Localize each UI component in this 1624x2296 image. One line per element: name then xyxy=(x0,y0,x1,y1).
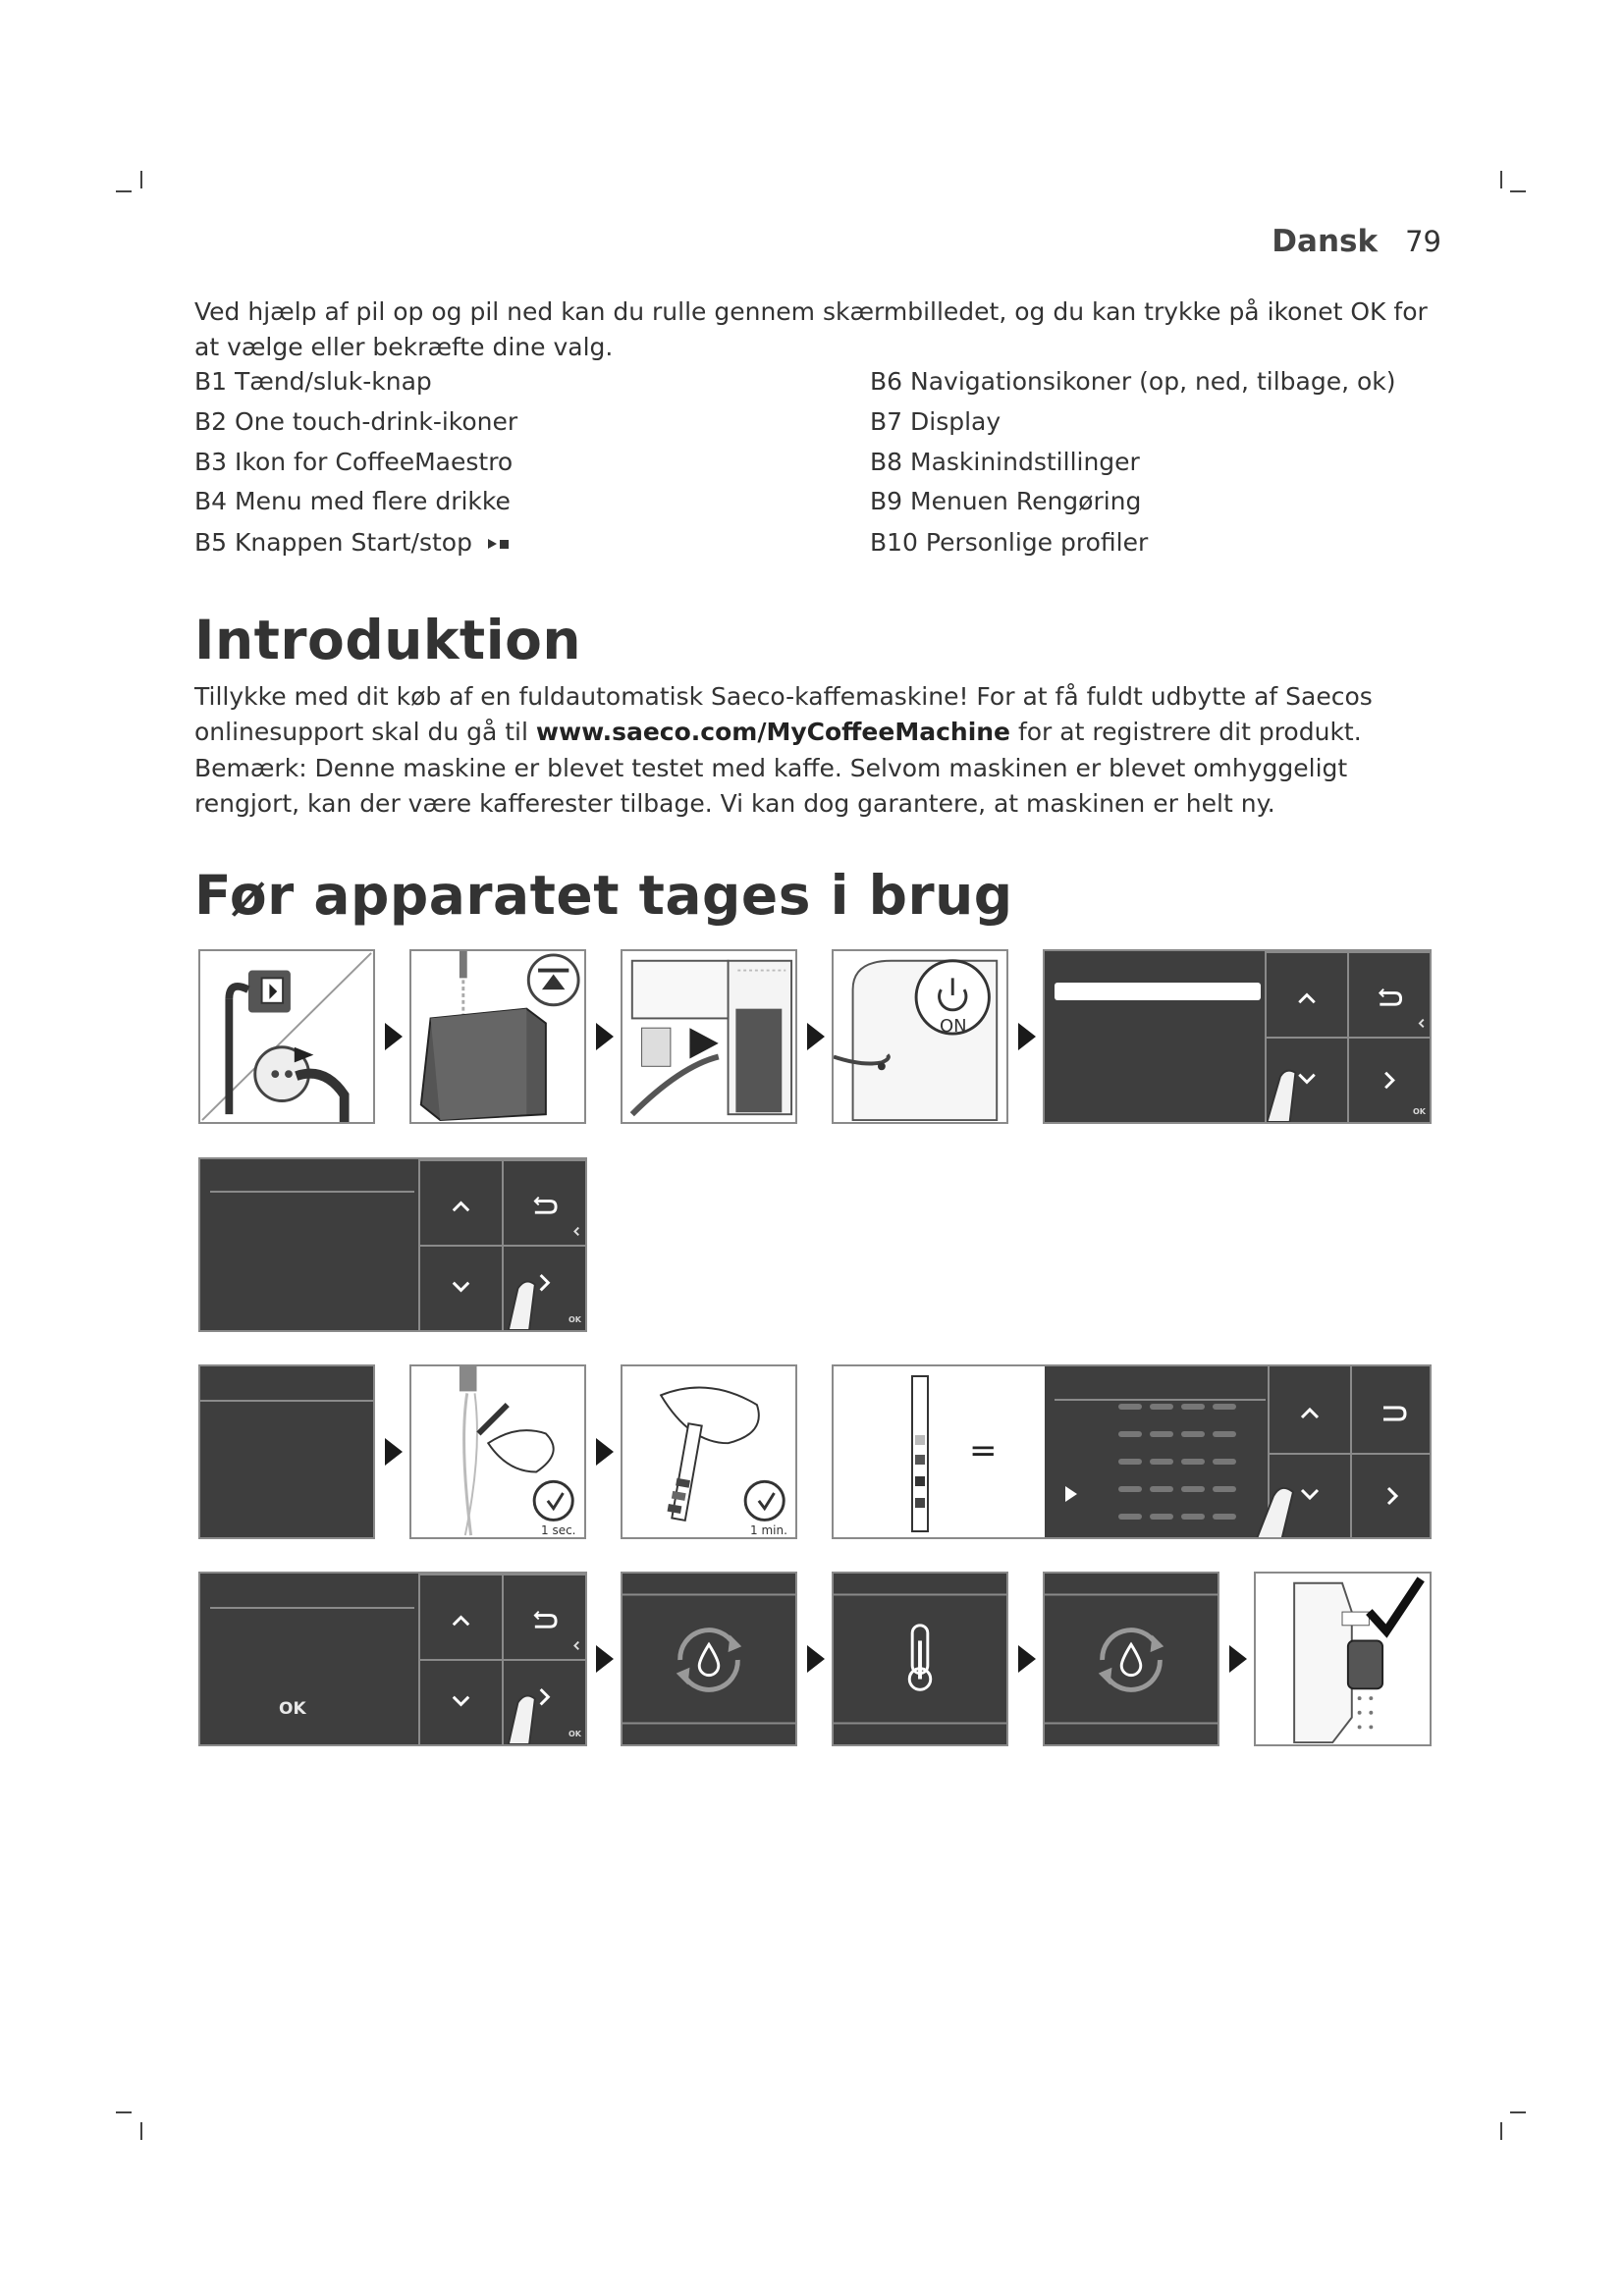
thermometer-icon xyxy=(834,1574,1006,1744)
start-stop-icon xyxy=(486,536,514,552)
ok-label[interactable]: OK xyxy=(279,1699,306,1719)
crop-mark xyxy=(140,2122,142,2140)
power-plug-icon xyxy=(200,951,373,1122)
navigation-instructions: Ved hjælp af pil op og pil ned kan du rulle gennem skærmbilledet, og du kan trykke på ikonet OK for at vælge eller bekræfte dine valg. xyxy=(194,297,1428,361)
checkmark-icon xyxy=(1256,1574,1430,1744)
section-heading-before-use: Før apparatet tages i brug xyxy=(194,864,1013,927)
down-arrow-icon[interactable] xyxy=(418,1659,502,1744)
tiny-ok-label: OK xyxy=(568,1730,581,1738)
navigation-grid xyxy=(418,1159,585,1330)
menu-divider xyxy=(210,1191,414,1193)
step-arrow xyxy=(385,1438,403,1466)
note-paragraph: Bemærk: Denne maskine er blevet testet med kaffe. Selvom maskinen er blevet omhyggeligt rengjort, kan der være kafferester tilbage. Vi kan dog garantere, at maskinen er helt ny. xyxy=(194,754,1348,818)
rinse-complete-illustration xyxy=(1254,1572,1432,1746)
section-heading-introduction: Introduktion xyxy=(194,609,582,671)
website-link[interactable]: www.saeco.com/MyCoffeeMachine xyxy=(535,718,1011,746)
on-label: ON xyxy=(940,1016,967,1037)
up-arrow-icon[interactable] xyxy=(1265,951,1347,1037)
legend-item: B6 Navigationsikoner (op, ned, tilbage, ok) xyxy=(870,367,1396,396)
component-legend xyxy=(194,364,1441,570)
back-icon[interactable] xyxy=(502,1574,585,1659)
hardness-setting-illustration xyxy=(832,1364,1432,1539)
highlighted-menu-bar xyxy=(1055,983,1261,1000)
rinse-screen xyxy=(621,1572,797,1746)
machine-tank-icon xyxy=(623,951,795,1122)
crop-mark xyxy=(1510,2111,1526,2113)
legend-item: B9 Menuen Rengøring xyxy=(870,487,1142,515)
crop-mark xyxy=(1500,2122,1502,2140)
step-arrow xyxy=(596,1438,614,1466)
language-label: Dansk xyxy=(1272,224,1379,259)
crop-mark xyxy=(116,190,132,192)
hardness-strip-icon xyxy=(834,1366,1432,1539)
step-arrow xyxy=(807,1023,825,1050)
legend-item: B1 Tænd/sluk-knap xyxy=(194,367,432,396)
step-arrow xyxy=(807,1645,825,1673)
water-tank-illustration xyxy=(409,949,586,1124)
legend-item: B10 Personlige profiler xyxy=(870,528,1149,557)
legend-item: B4 Menu med flere drikke xyxy=(194,487,511,515)
heating-screen xyxy=(832,1572,1008,1746)
water-tank-icon xyxy=(411,951,584,1122)
power-button-icon xyxy=(834,951,1006,1122)
insert-tank-illustration xyxy=(621,949,797,1124)
navigation-grid xyxy=(418,1574,585,1744)
legend-item-label: B5 Knappen Start/stop xyxy=(194,528,472,557)
step-arrow xyxy=(1229,1645,1247,1673)
legend-item: B3 Ikon for CoffeeMaestro xyxy=(194,448,514,476)
ok-forward-icon[interactable] xyxy=(502,1245,585,1330)
crop-mark xyxy=(116,2111,132,2113)
introduction-paragraph xyxy=(194,679,1441,750)
legend-item: B2 One touch-drink-ikoner xyxy=(194,407,518,436)
crop-mark xyxy=(1500,171,1502,188)
rinse-screen xyxy=(1043,1572,1219,1746)
equals-sign: = xyxy=(969,1431,998,1470)
confirm-display-panel xyxy=(198,1572,587,1746)
legend-item xyxy=(194,525,514,561)
down-arrow-icon[interactable] xyxy=(418,1245,502,1330)
tiny-ok-label: OK xyxy=(568,1315,581,1324)
step-arrow xyxy=(596,1645,614,1673)
step-arrow xyxy=(596,1023,614,1050)
intro-text: for at registrere dit produkt. xyxy=(1010,718,1362,746)
tiny-ok-label: OK xyxy=(1413,1107,1426,1116)
wait-strip-illustration xyxy=(621,1364,797,1539)
menu-divider xyxy=(200,1400,373,1402)
step-arrow xyxy=(385,1023,403,1050)
timer-label: 1 sec. xyxy=(541,1523,576,1537)
timer-label: 1 min. xyxy=(750,1523,787,1537)
display-panel xyxy=(198,1157,587,1332)
test-strip-icon xyxy=(623,1366,795,1537)
plug-in-illustration xyxy=(198,949,375,1124)
step-arrow xyxy=(1018,1645,1036,1673)
legend-item: B8 Maskinindstillinger xyxy=(870,448,1140,476)
crop-mark xyxy=(1510,190,1526,192)
page-number: 79 xyxy=(1405,225,1441,258)
rinse-cycle-icon xyxy=(1045,1574,1218,1744)
legend-item: B7 Display xyxy=(870,407,1001,436)
menu-divider xyxy=(210,1607,414,1609)
page-header xyxy=(1272,224,1441,263)
step-arrow xyxy=(1018,1023,1036,1050)
test-strip-icon xyxy=(411,1366,584,1537)
up-arrow-icon[interactable] xyxy=(418,1159,502,1245)
water-test-strip-illustration xyxy=(409,1364,586,1539)
intro-text: Tillykke med dit køb af en fuldautomatisk Saeco-kaffemaskine! For at få fuldt udbytte af Saecos onlinesupport skal du gå til xyxy=(194,682,1373,746)
up-arrow-icon[interactable] xyxy=(418,1574,502,1659)
menu-screen xyxy=(198,1364,375,1539)
power-on-illustration xyxy=(832,949,1008,1124)
crop-mark xyxy=(140,171,142,188)
rinse-cycle-icon xyxy=(623,1574,795,1744)
ok-forward-icon[interactable] xyxy=(1347,1037,1430,1122)
down-arrow-icon[interactable] xyxy=(1265,1037,1347,1122)
display-panel xyxy=(1043,949,1432,1124)
navigation-grid xyxy=(1265,951,1430,1122)
back-icon[interactable] xyxy=(1347,951,1430,1037)
back-icon[interactable] xyxy=(502,1159,585,1245)
ok-forward-icon[interactable] xyxy=(502,1659,585,1744)
